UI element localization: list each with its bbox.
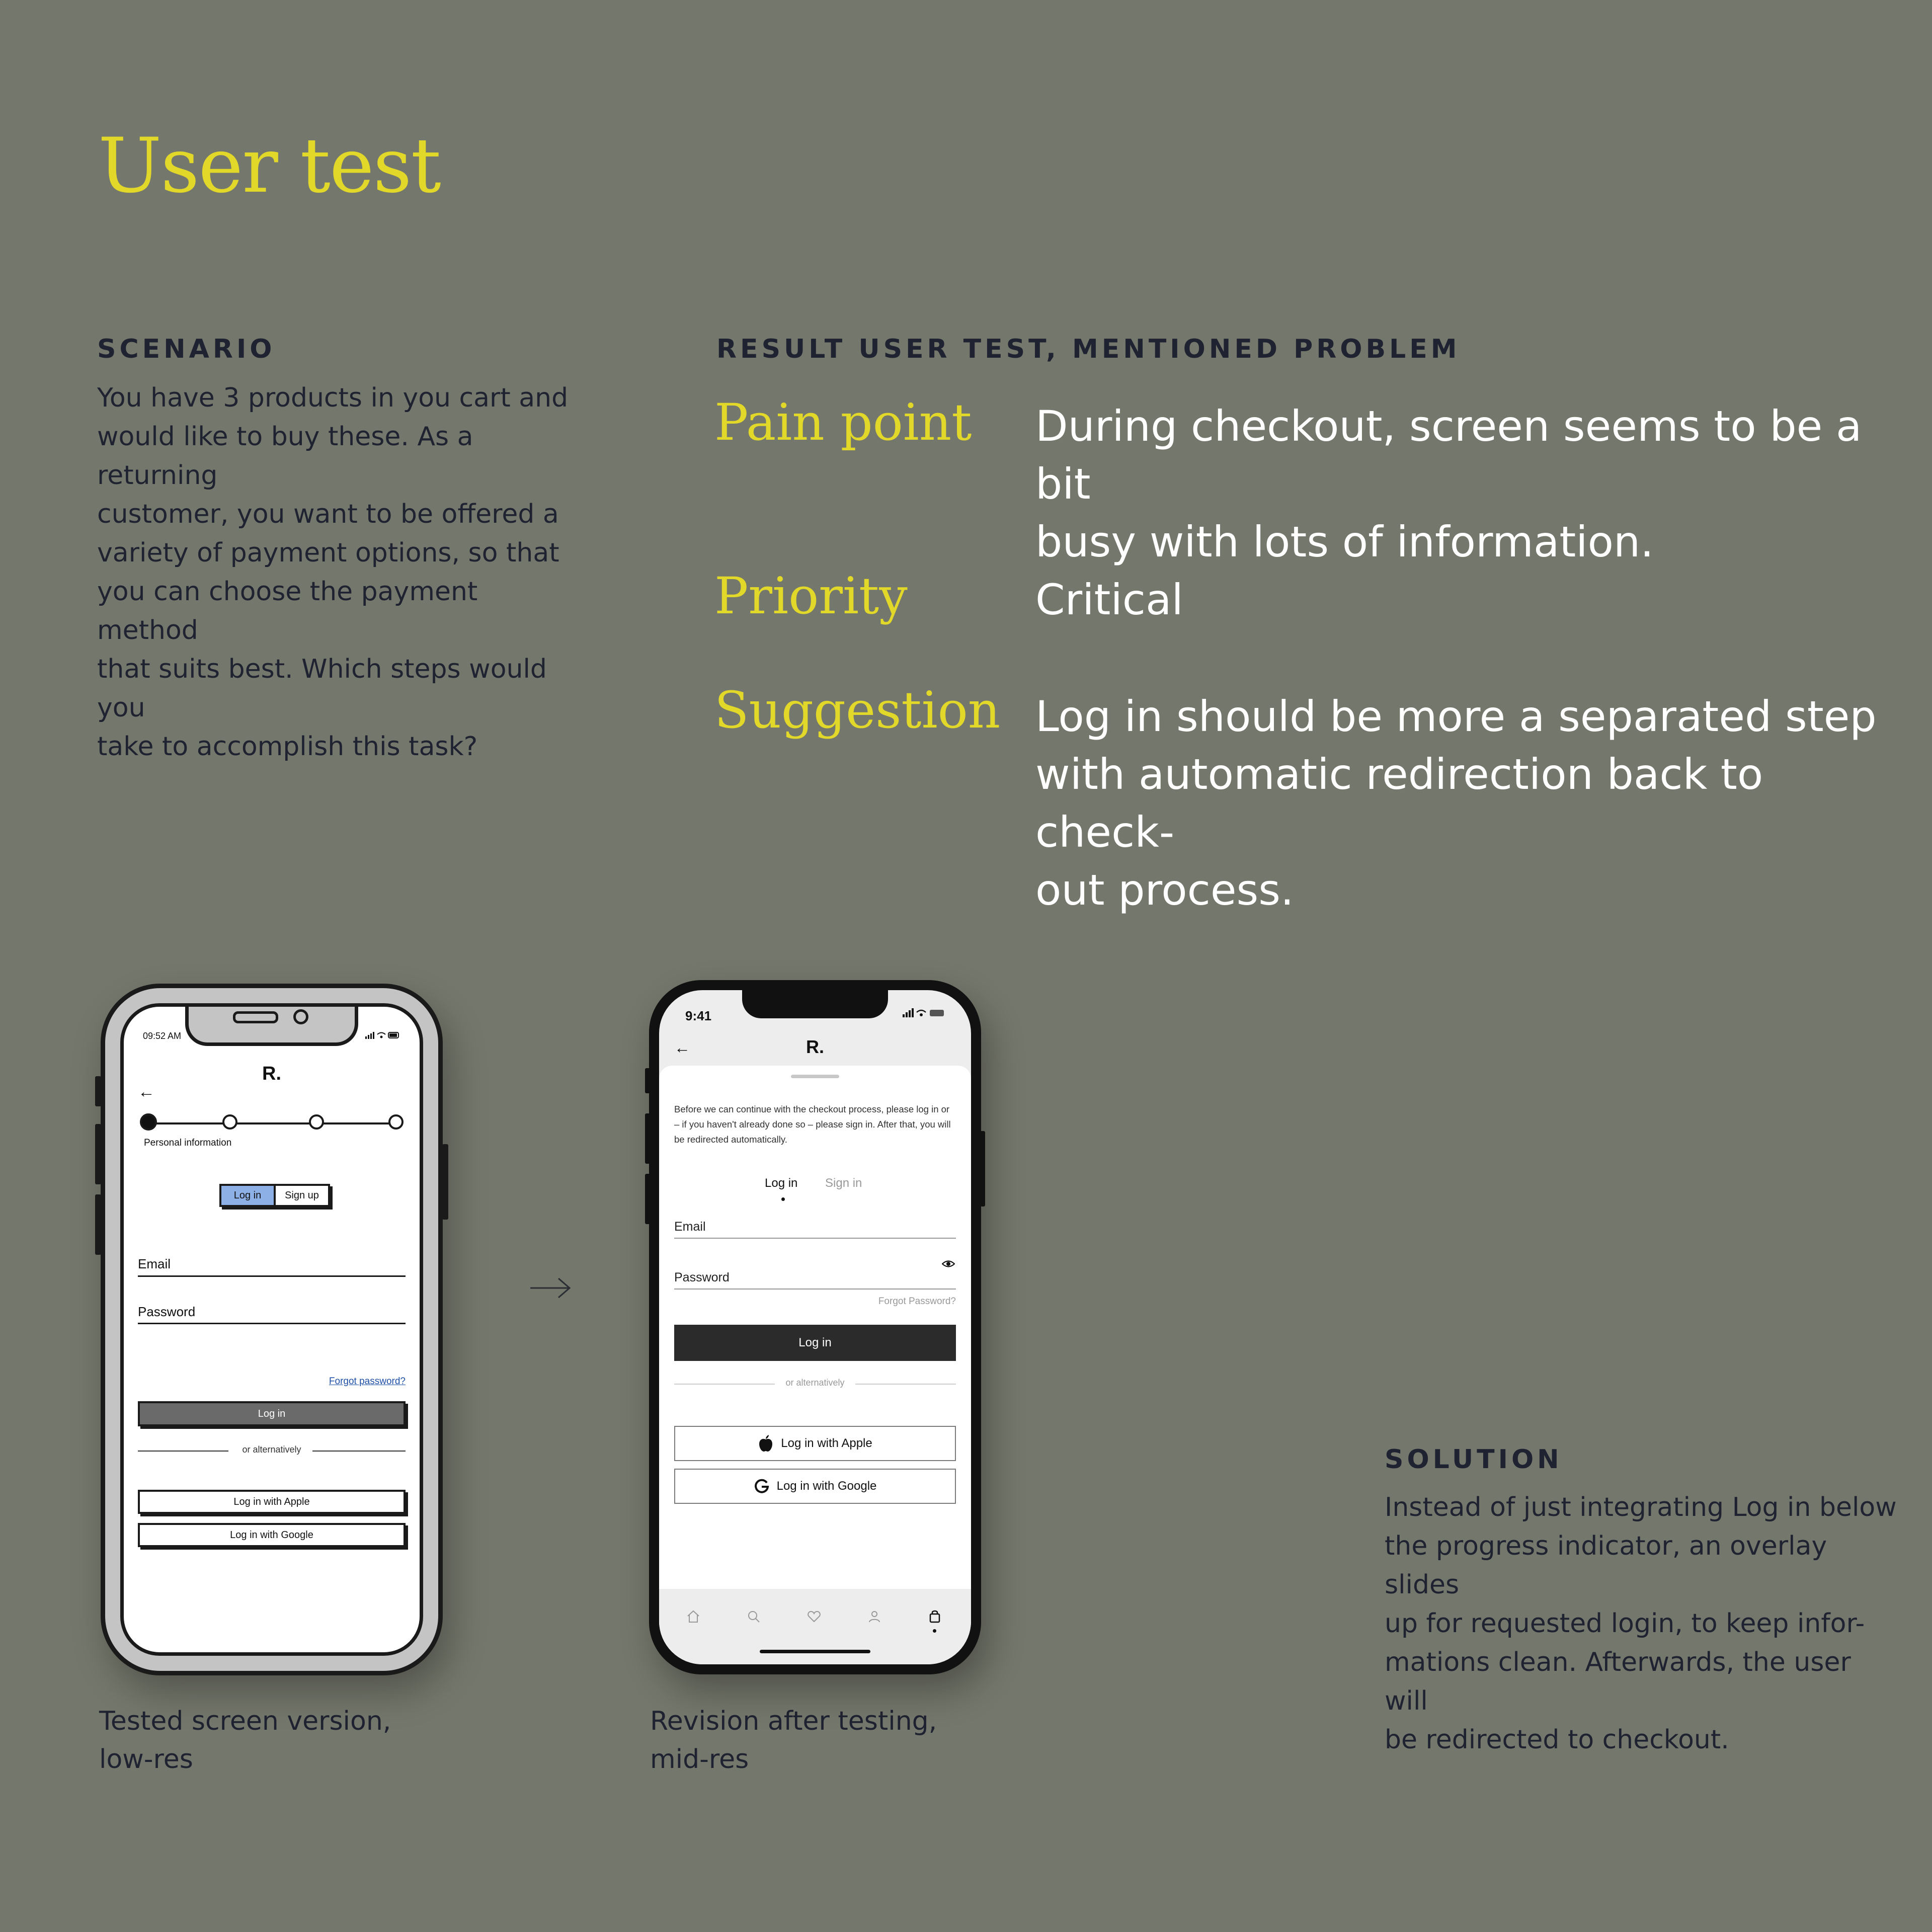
pain-point-label: Pain point [714, 393, 972, 452]
speaker-icon [233, 1011, 278, 1023]
password-label: Password [138, 1304, 196, 1319]
login-apple-button[interactable] [674, 1426, 956, 1461]
progress-step-2 [222, 1114, 237, 1130]
priority-label: Priority [714, 567, 908, 625]
login-signup-toggle [219, 1184, 330, 1207]
overlay-intro-text: Before we can continue with the checkout process, please log in or – if you haven't already done so – please sign in. After that, you will be redirected automatically. [674, 1104, 951, 1145]
status-time: 09:52 AM [143, 1031, 182, 1041]
progress-track [145, 1122, 403, 1124]
email-field[interactable] [138, 1275, 406, 1277]
status-time: 9:41 [685, 1008, 712, 1023]
solution-heading: SOLUTION [1385, 1444, 1563, 1475]
camera-icon [293, 1009, 308, 1024]
or-divider-label: or alternatively [785, 1378, 845, 1388]
result-heading: RESULT USER TEST, MENTIONED PROBLEM [716, 334, 1461, 364]
phone-side-button [645, 1068, 650, 1093]
priority-value: Critical [1035, 575, 1183, 624]
phone-volume-down [645, 1174, 650, 1224]
forgot-password-link[interactable]: Forgot Password? [878, 1296, 956, 1307]
phone-power-button [442, 1144, 448, 1220]
sheet-drag-handle[interactable] [791, 1075, 839, 1078]
phone-volume-up [95, 1124, 101, 1184]
or-divider [138, 1444, 406, 1457]
active-tab-indicator [781, 1197, 785, 1201]
status-icons [365, 1030, 400, 1042]
login-google-button[interactable]: Log in with Google [138, 1523, 406, 1547]
home-indicator [760, 1650, 870, 1653]
progress-step-3 [309, 1114, 324, 1130]
home-icon[interactable] [686, 1609, 701, 1624]
signal-wifi-battery-icon [365, 1030, 400, 1040]
password-field[interactable] [674, 1289, 956, 1290]
brand-logo: R. [262, 1063, 281, 1084]
email-field[interactable] [674, 1238, 956, 1239]
login-google-label: Log in with Google [776, 1479, 877, 1493]
bottom-tab-bar [659, 1589, 971, 1664]
email-label: Email [674, 1220, 706, 1234]
midres-screen [659, 990, 971, 1664]
user-icon[interactable] [867, 1609, 882, 1624]
search-icon[interactable] [746, 1609, 761, 1624]
page-title: User test [98, 122, 440, 210]
scenario-heading: SCENARIO [97, 334, 276, 364]
lowres-screen [120, 1003, 423, 1656]
tab-log-in[interactable]: Log in [765, 1176, 798, 1190]
active-nav-indicator [933, 1629, 936, 1633]
status-icons [903, 1007, 946, 1021]
brand-logo: R. [806, 1036, 824, 1057]
phone-notch [185, 1003, 358, 1046]
suggestion-text: Log in should be more a separated step with automatic redirection back to check- out process. [1035, 692, 1877, 915]
phone-power-button [980, 1131, 985, 1206]
bag-icon[interactable] [927, 1609, 942, 1624]
lowres-caption: Tested screen version, low-res [99, 1706, 391, 1775]
phone-side-button [95, 1076, 101, 1106]
pain-point-text: During checkout, screen seems to be a bit busy with lots of information. [1035, 401, 1862, 567]
midres-caption: Revision after testing, mid-res [650, 1706, 937, 1775]
midres-phone-mockup [649, 980, 981, 1674]
login-apple-button[interactable]: Log in with Apple [138, 1490, 406, 1514]
arrow-right-icon [529, 1276, 572, 1300]
progress-step-4 [388, 1114, 404, 1130]
login-button[interactable]: Log in [674, 1325, 956, 1361]
google-icon [754, 1478, 770, 1494]
password-field[interactable] [138, 1323, 406, 1324]
phone-volume-up [645, 1113, 650, 1164]
tab-log-in[interactable]: Log in [221, 1186, 276, 1205]
forgot-password-link[interactable]: Forgot password? [329, 1376, 406, 1387]
arrow-left-icon[interactable]: ← [138, 1082, 155, 1101]
lowres-phone-mockup [101, 984, 443, 1675]
phone-volume-down [95, 1194, 101, 1255]
tab-sign-up[interactable]: Sign up [285, 1189, 319, 1201]
apple-icon [758, 1434, 774, 1453]
tab-sign-in[interactable]: Sign in [825, 1176, 862, 1190]
login-button[interactable]: Log in [138, 1401, 406, 1426]
suggestion-label: Suggestion [714, 681, 1001, 740]
login-google-button[interactable] [674, 1469, 956, 1504]
email-label: Email [138, 1256, 171, 1271]
or-divider-label: or alternatively [242, 1444, 301, 1455]
login-apple-label: Log in with Apple [781, 1436, 872, 1450]
arrow-left-icon[interactable]: ← [674, 1038, 690, 1057]
password-label: Password [674, 1270, 730, 1284]
signal-wifi-battery-icon [903, 1007, 946, 1018]
eye-icon[interactable] [942, 1257, 955, 1270]
or-divider [674, 1378, 956, 1391]
progress-step-1 [140, 1113, 157, 1131]
heart-icon[interactable] [807, 1609, 822, 1624]
phone-notch [742, 990, 888, 1018]
scenario-text: You have 3 products in you cart and would like to buy these. As a returning customer, you want to be offered a variety of payment options, so that you can choose the payment method that suits best. Which steps would you take to accomplish this task? [97, 383, 569, 762]
step-label: Personal information [144, 1138, 232, 1148]
solution-text: Instead of just integrating Log in below the progress indicator, an overlay slides up for requested login, to keep infor- mations clean. Afterwards, the user will be redirected to checkout. [1385, 1492, 1897, 1755]
login-overlay-sheet [659, 1066, 971, 1664]
